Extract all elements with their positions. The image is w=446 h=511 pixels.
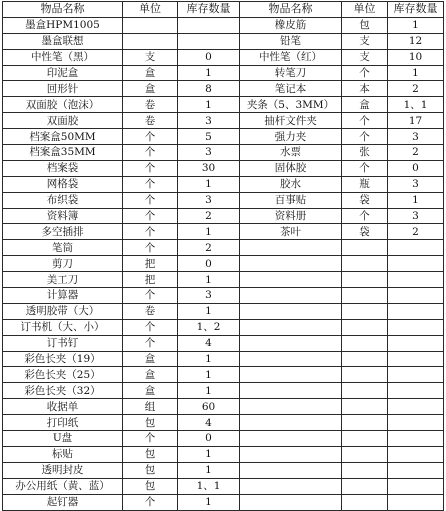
cell-item-name-left: 档案盒50MM	[3, 129, 123, 145]
cell-unit-left	[123, 33, 178, 49]
cell-unit-left: 个	[123, 224, 178, 240]
cell-unit-left: 把	[123, 256, 178, 272]
cell-stock-qty-left: 1	[178, 446, 240, 462]
cell-stock-qty-right	[388, 446, 444, 462]
cell-item-name-right: 夹条（5、3MM）	[240, 97, 342, 113]
table-row	[3, 272, 444, 288]
cell-item-name-right	[240, 256, 342, 272]
cell-stock-qty-right	[388, 431, 444, 447]
cell-unit-right	[342, 272, 388, 288]
cell-item-name-right	[240, 288, 342, 304]
cell-stock-qty-right	[388, 319, 444, 335]
cell-item-name-left: 透明封皮	[3, 462, 123, 478]
cell-stock-qty-left: 4	[178, 335, 240, 351]
cell-stock-qty-right	[388, 303, 444, 319]
cell-unit-right: 个	[342, 208, 388, 224]
table-row	[3, 462, 444, 478]
table-row	[3, 367, 444, 383]
cell-unit-right: 支	[342, 33, 388, 49]
cell-stock-qty-left: 4	[178, 415, 240, 431]
cell-item-name-left: 剪刀	[3, 256, 123, 272]
table-row	[3, 240, 444, 256]
cell-stock-qty-left: 60	[178, 399, 240, 415]
cell-unit-right: 袋	[342, 224, 388, 240]
cell-unit-right	[342, 383, 388, 399]
table-row	[3, 319, 444, 335]
cell-stock-qty-right: 2	[388, 224, 444, 240]
table-row	[3, 288, 444, 304]
cell-stock-qty-right	[388, 256, 444, 272]
table-row	[3, 335, 444, 351]
header-stock-qty-left: 库存数量	[178, 2, 240, 18]
cell-stock-qty-left: 3	[178, 192, 240, 208]
cell-item-name-right	[240, 431, 342, 447]
cell-stock-qty-right	[388, 383, 444, 399]
cell-unit-right	[342, 240, 388, 256]
cell-item-name-left: 订书机（大、小）	[3, 319, 123, 335]
cell-stock-qty-right: 2	[388, 81, 444, 97]
cell-item-name-right	[240, 415, 342, 431]
cell-unit-right: 瓶	[342, 176, 388, 192]
cell-item-name-left: 双面胶（泡沫）	[3, 97, 123, 113]
cell-item-name-left: 美工刀	[3, 272, 123, 288]
cell-unit-left: 卷	[123, 97, 178, 113]
cell-unit-left: 包	[123, 446, 178, 462]
cell-item-name-right: 转笔刀	[240, 65, 342, 81]
cell-unit-left: 盒	[123, 81, 178, 97]
cell-unit-right	[342, 367, 388, 383]
cell-stock-qty-right	[388, 494, 444, 510]
cell-stock-qty-left: 30	[178, 160, 240, 176]
cell-stock-qty-right	[388, 367, 444, 383]
table-row	[3, 97, 444, 113]
cell-stock-qty-right: 17	[388, 113, 444, 129]
cell-stock-qty-right: 3	[388, 176, 444, 192]
cell-unit-right	[342, 351, 388, 367]
cell-item-name-left: 彩色长夹（32）	[3, 383, 123, 399]
cell-item-name-right: 胶水	[240, 176, 342, 192]
cell-item-name-right: 固体胶	[240, 160, 342, 176]
cell-unit-right: 个	[342, 160, 388, 176]
cell-unit-left: 卷	[123, 303, 178, 319]
cell-item-name-left: 订书钉	[3, 335, 123, 351]
cell-stock-qty-right	[388, 288, 444, 304]
cell-item-name-right	[240, 494, 342, 510]
header-unit-left: 单位	[123, 2, 178, 18]
cell-item-name-left: 网格袋	[3, 176, 123, 192]
cell-item-name-right	[240, 462, 342, 478]
cell-unit-right	[342, 288, 388, 304]
cell-stock-qty-left: 1	[178, 97, 240, 113]
cell-stock-qty-left	[178, 33, 240, 49]
cell-stock-qty-left: 0	[178, 256, 240, 272]
cell-stock-qty-left: 1	[178, 383, 240, 399]
cell-stock-qty-right: 2	[388, 145, 444, 161]
table-row	[3, 415, 444, 431]
cell-unit-left: 个	[123, 335, 178, 351]
cell-stock-qty-right: 1	[388, 65, 444, 81]
cell-item-name-right: 强力夹	[240, 129, 342, 145]
cell-unit-right: 包	[342, 17, 388, 33]
cell-unit-left: 个	[123, 192, 178, 208]
cell-unit-left: 盒	[123, 383, 178, 399]
cell-item-name-left: 墨盒HPM1005	[3, 17, 123, 33]
cell-item-name-left: 印泥盒	[3, 65, 123, 81]
cell-stock-qty-left: 1	[178, 176, 240, 192]
cell-unit-left: 组	[123, 399, 178, 415]
cell-unit-left: 个	[123, 319, 178, 335]
cell-item-name-right: 百事贴	[240, 192, 342, 208]
cell-item-name-left: 办公用纸（黄、蓝）	[3, 478, 123, 494]
cell-unit-left: 个	[123, 431, 178, 447]
cell-item-name-right	[240, 383, 342, 399]
cell-item-name-left: 布织袋	[3, 192, 123, 208]
cell-stock-qty-left: 1	[178, 351, 240, 367]
cell-unit-left: 包	[123, 478, 178, 494]
header-item-name-right: 物品名称	[240, 2, 342, 18]
cell-stock-qty-left: 3	[178, 113, 240, 129]
cell-unit-left: 支	[123, 49, 178, 65]
table-row	[3, 49, 444, 65]
cell-stock-qty-right: 12	[388, 33, 444, 49]
cell-item-name-right: 笔记本	[240, 81, 342, 97]
cell-unit-right	[342, 303, 388, 319]
table-row	[3, 478, 444, 494]
cell-stock-qty-left: 5	[178, 129, 240, 145]
cell-unit-right: 个	[342, 129, 388, 145]
cell-stock-qty-right: 1	[388, 192, 444, 208]
cell-stock-qty-right: 0	[388, 160, 444, 176]
cell-unit-left: 个	[123, 160, 178, 176]
cell-unit-left: 盒	[123, 65, 178, 81]
cell-unit-right: 袋	[342, 192, 388, 208]
cell-item-name-left: 档案袋	[3, 160, 123, 176]
cell-stock-qty-left: 1	[178, 224, 240, 240]
cell-stock-qty-right	[388, 351, 444, 367]
table-row	[3, 351, 444, 367]
cell-unit-right: 张	[342, 145, 388, 161]
cell-item-name-right	[240, 367, 342, 383]
cell-stock-qty-right	[388, 240, 444, 256]
cell-stock-qty-right	[388, 478, 444, 494]
table-row	[3, 494, 444, 510]
cell-item-name-left: 笔筒	[3, 240, 123, 256]
table-row	[3, 192, 444, 208]
cell-stock-qty-left: 1、1	[178, 478, 240, 494]
cell-item-name-left: 双面胶	[3, 113, 123, 129]
cell-unit-right	[342, 431, 388, 447]
cell-stock-qty-left: 3	[178, 288, 240, 304]
cell-item-name-right: 水票	[240, 145, 342, 161]
cell-item-name-right	[240, 351, 342, 367]
cell-stock-qty-right	[388, 415, 444, 431]
cell-unit-left	[123, 17, 178, 33]
cell-unit-left: 个	[123, 208, 178, 224]
header-unit-right: 单位	[342, 2, 388, 18]
cell-unit-right: 盒	[342, 97, 388, 113]
cell-stock-qty-right: 1、1	[388, 97, 444, 113]
cell-stock-qty-left: 1	[178, 367, 240, 383]
cell-stock-qty-left: 1	[178, 272, 240, 288]
cell-stock-qty-right: 1	[388, 17, 444, 33]
table-row	[3, 113, 444, 129]
inventory-table	[2, 1, 444, 511]
cell-item-name-right: 抽杆文件夹	[240, 113, 342, 129]
cell-stock-qty-right	[388, 462, 444, 478]
cell-item-name-right	[240, 399, 342, 415]
table-row	[3, 383, 444, 399]
cell-stock-qty-right	[388, 399, 444, 415]
table-row	[3, 208, 444, 224]
cell-item-name-right	[240, 240, 342, 256]
cell-unit-right: 本	[342, 81, 388, 97]
cell-item-name-right	[240, 303, 342, 319]
cell-item-name-right	[240, 478, 342, 494]
cell-unit-right	[342, 335, 388, 351]
cell-item-name-left: 墨盒联想	[3, 33, 123, 49]
table-row	[3, 129, 444, 145]
cell-item-name-right: 茶叶	[240, 224, 342, 240]
cell-unit-left: 个	[123, 240, 178, 256]
cell-item-name-left: 资料簿	[3, 208, 123, 224]
cell-stock-qty-left: 0	[178, 49, 240, 65]
cell-unit-right	[342, 399, 388, 415]
cell-item-name-left: 回形针	[3, 81, 123, 97]
table-row	[3, 160, 444, 176]
cell-stock-qty-left: 0	[178, 431, 240, 447]
cell-stock-qty-right: 10	[388, 49, 444, 65]
table-row	[3, 176, 444, 192]
cell-stock-qty-left: 1	[178, 65, 240, 81]
table-row	[3, 81, 444, 97]
cell-item-name-left: 多空插排	[3, 224, 123, 240]
cell-item-name-left: 打印纸	[3, 415, 123, 431]
cell-unit-right	[342, 446, 388, 462]
cell-item-name-left: 中性笔（黑）	[3, 49, 123, 65]
cell-unit-left: 盒	[123, 351, 178, 367]
table-row	[3, 65, 444, 81]
cell-unit-right	[342, 478, 388, 494]
cell-stock-qty-left: 1、2	[178, 319, 240, 335]
cell-item-name-left: 彩色长夹（25）	[3, 367, 123, 383]
cell-unit-left: 包	[123, 462, 178, 478]
cell-item-name-right: 铅笔	[240, 33, 342, 49]
cell-stock-qty-left: 3	[178, 145, 240, 161]
table-row	[3, 17, 444, 33]
cell-item-name-left: 透明胶带（大）	[3, 303, 123, 319]
cell-unit-right: 个	[342, 113, 388, 129]
cell-stock-qty-left: 1	[178, 494, 240, 510]
cell-item-name-right	[240, 319, 342, 335]
cell-unit-left: 包	[123, 415, 178, 431]
cell-item-name-right: 中性笔（红）	[240, 49, 342, 65]
cell-unit-left: 个	[123, 288, 178, 304]
table-row	[3, 303, 444, 319]
cell-item-name-left: 计算器	[3, 288, 123, 304]
cell-unit-left: 把	[123, 272, 178, 288]
cell-item-name-right	[240, 335, 342, 351]
cell-stock-qty-left: 2	[178, 208, 240, 224]
header-row	[3, 2, 444, 18]
table-row	[3, 33, 444, 49]
cell-stock-qty-right	[388, 335, 444, 351]
table-row	[3, 399, 444, 415]
table-row	[3, 145, 444, 161]
cell-item-name-left: 彩色长夹（19）	[3, 351, 123, 367]
cell-unit-right: 支	[342, 49, 388, 65]
cell-item-name-right: 橡皮筋	[240, 17, 342, 33]
cell-stock-qty-left: 1	[178, 462, 240, 478]
table-row	[3, 431, 444, 447]
cell-unit-left: 个	[123, 145, 178, 161]
cell-item-name-right	[240, 446, 342, 462]
cell-stock-qty-left: 2	[178, 240, 240, 256]
header-item-name-left: 物品名称	[3, 2, 123, 18]
cell-unit-right	[342, 415, 388, 431]
table-row	[3, 446, 444, 462]
cell-unit-right	[342, 256, 388, 272]
cell-stock-qty-left: 1	[178, 303, 240, 319]
cell-unit-right	[342, 319, 388, 335]
cell-stock-qty-right	[388, 272, 444, 288]
cell-item-name-left: 标贴	[3, 446, 123, 462]
table-row	[3, 256, 444, 272]
cell-unit-right	[342, 494, 388, 510]
cell-unit-left: 卷	[123, 113, 178, 129]
cell-unit-left: 个	[123, 129, 178, 145]
cell-stock-qty-left: 8	[178, 81, 240, 97]
cell-stock-qty-right: 3	[388, 208, 444, 224]
cell-item-name-right	[240, 272, 342, 288]
cell-item-name-left: U盘	[3, 431, 123, 447]
cell-unit-right	[342, 462, 388, 478]
cell-unit-right: 个	[342, 65, 388, 81]
cell-stock-qty-right: 3	[388, 129, 444, 145]
cell-unit-left: 个	[123, 176, 178, 192]
cell-item-name-left: 收据单	[3, 399, 123, 415]
cell-item-name-right: 资料册	[240, 208, 342, 224]
header-stock-qty-right: 库存数量	[388, 2, 444, 18]
cell-item-name-left: 档案盒35MM	[3, 145, 123, 161]
table-row	[3, 224, 444, 240]
cell-unit-left: 个	[123, 494, 178, 510]
cell-unit-left: 盒	[123, 367, 178, 383]
cell-stock-qty-left	[178, 17, 240, 33]
cell-item-name-left: 起钉器	[3, 494, 123, 510]
